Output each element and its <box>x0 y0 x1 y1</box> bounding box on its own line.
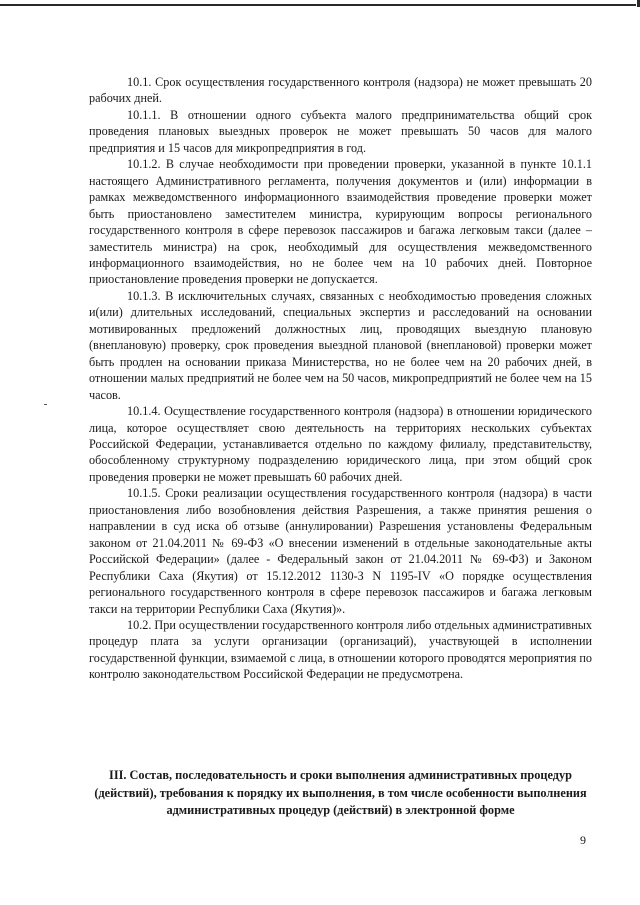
paragraph-10-1: 10.1. Срок осуществления государственного контроля (надзора) не может превышать 20 рабочих дней. <box>89 75 592 106</box>
section-heading: III. Состав, последовательность и сроки выполнения административных процедур (действий), требования к порядку их выполнения, в том числе особенности выполнения административных процедур (действий) в электронной форме <box>94 768 587 817</box>
paragraph-10-1-2: 10.1.2. В случае необходимости при проведении проверки, указанной в пункте 10.1.1 настоящего Административного регламента, получения документов и (или) информации в рамках межведомственного информационного взаимодействия проведение проверки может быть приостановлено заместителем министра, курирующим вопросы регионального государственного контроля в сфере перевозок пассажиров и багажа легковым такси (далее – заместитель министра) на срок, необходимый для осуществления межведомственного информационного взаимодействия, но не более чем на 10 рабочих дней. Повторное приостановление проведения проверки не допускается. <box>89 157 592 287</box>
page-number: 9 <box>580 833 586 847</box>
scan-border-line <box>0 4 636 6</box>
paragraph-10-1-5: 10.1.5. Сроки реализации осуществления государственного контроля (надзора) в части приостановления либо возобновления действия Разрешения, а также принятия решения о направлении в суд иска об отзыве (аннулировании) Разрешения установлены Федеральным законом от 21.04.2011 № 69-ФЗ «О внесении изменений в отдельные законодательные акты Российской Федерации» (далее - Федеральный закон от 21.04.2011 № 69-ФЗ) и Законом Республики Саха (Якутия) от 15.12.2012 1130-З N 1195-IV «О порядке осуществления регионального государственного контроля в сфере перевозок пассажиров и багажа легковым такси на территории Республики Саха (Якутия)». <box>89 486 592 616</box>
paragraph-10-1-4: 10.1.4. Осуществление государственного контроля (надзора) в отношении юридического лица, которое осуществляет свою деятельность на территориях нескольких субъектах Российской Федерации, устанавливается отдельно по каждому филиалу, представительству, обособленному структурному подразделению юридического лица, при этом общий срок проведения проверки не может превышать 60 рабочих дней. <box>89 404 592 484</box>
document-body <box>89 74 592 683</box>
scan-artifact-mark <box>44 404 47 405</box>
paragraph-10-2: 10.2. При осуществлении государственного контроля либо отдельных административных процедур плата за услуги организации (организаций), участвующей в исполнении государственной функции, взимаемой с лица, в отношении которого проводятся мероприятия по контролю законодательством Российской Федерации не предусмотрена. <box>89 617 592 682</box>
paragraph-10-1-1: 10.1.1. В отношении одного субъекта малого предпринимательства общий срок проведения плановых выездных проверок не может превышать 50 часов для малого предприятия и 15 часов для микропредприятия в год. <box>89 107 592 155</box>
paragraph-10-1-3: 10.1.3. В исключительных случаях, связанных с необходимостью проведения сложных и(или) длительных исследований, специальных экспертиз и расследований на основании мотивированных предложений должностных лиц, проводящих выездную плановую (внеплановую) проверку, срок проведения выездной плановой (внеплановой) проверки может быть продлен на основании приказа Министерства, но не более чем на 20 рабочих дней, в отношении малых предприятий не более чем на 50 часов, микропредприятий не более чем на 15 часов. <box>89 288 592 402</box>
